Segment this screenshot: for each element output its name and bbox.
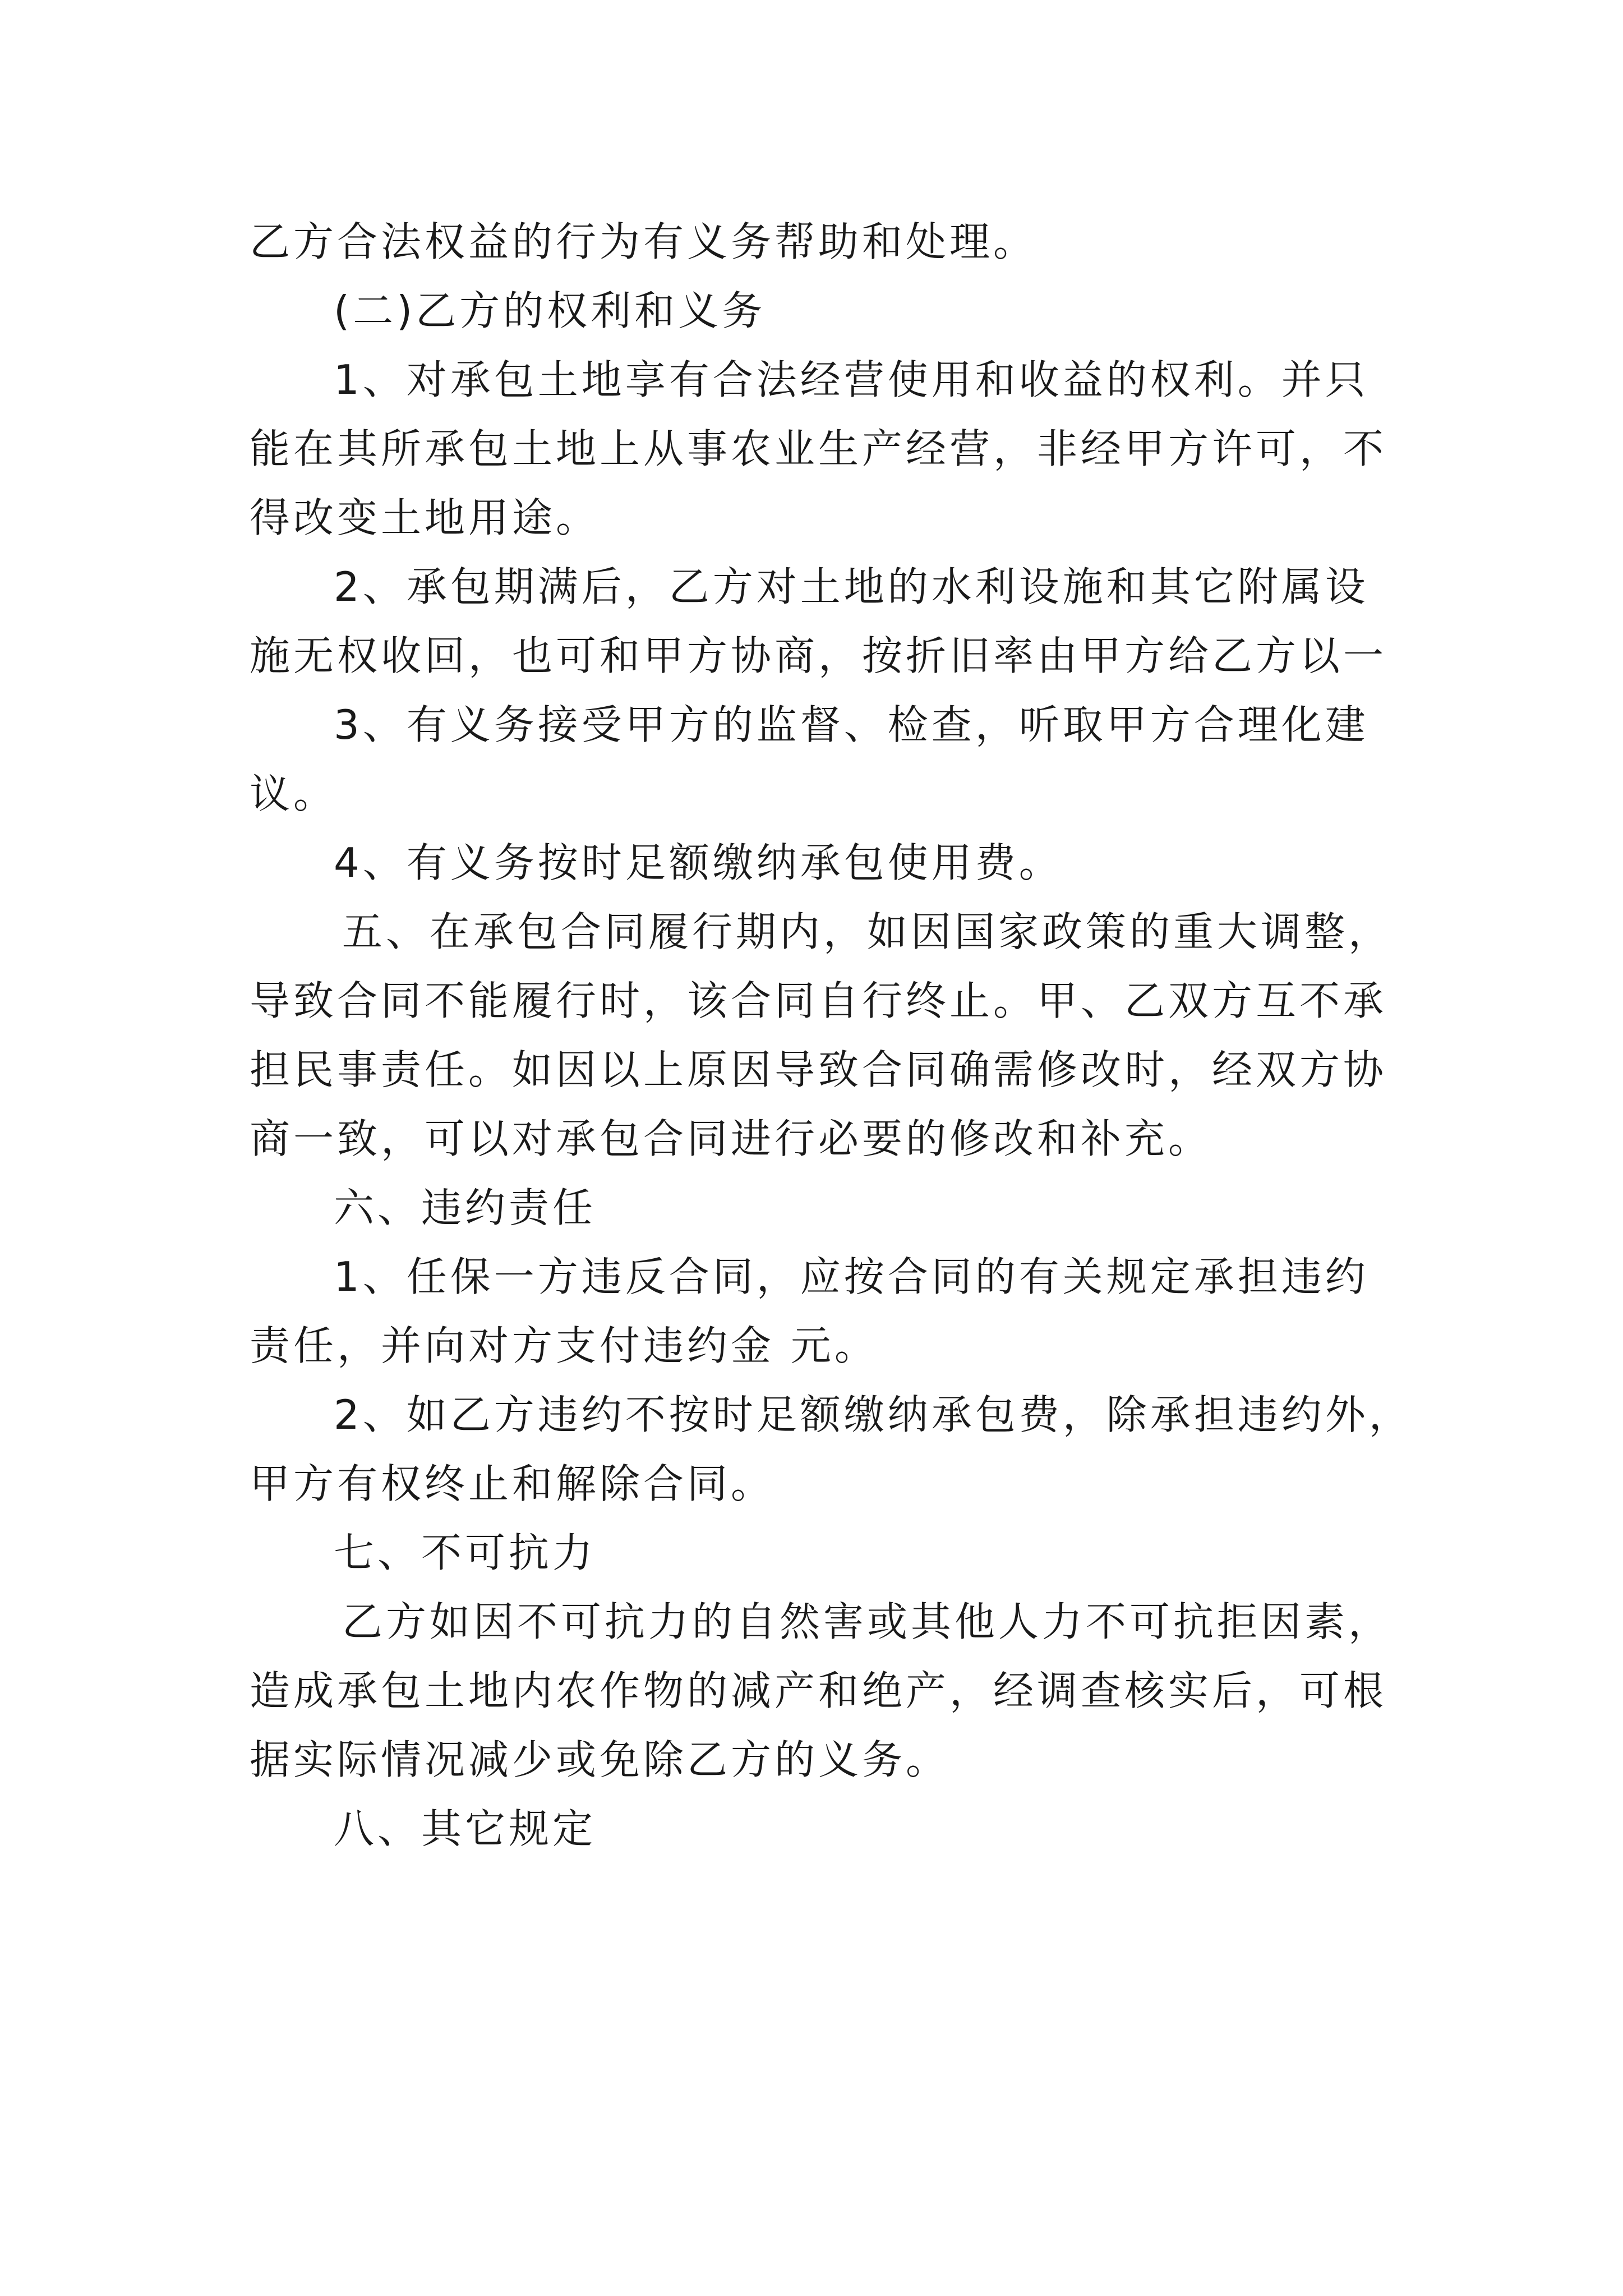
paragraph-line: 导致合同不能履行时，该合同自行终止。甲、乙双方互不承 [250,977,1387,1024]
paragraph-line: 4、有义务按时足额缴纳承包使用费。 [334,839,1063,886]
section-heading: 五、在承包合同履行期内，如因国家政策的重大调整， [342,908,1393,955]
paragraph-line: 责任，并向对方支付违约金 元。 [250,1322,878,1369]
section-heading: (二)乙方的权利和义务 [334,287,766,334]
paragraph-line: 2、承包期满后，乙方对土地的水利设施和其它附属设 [334,563,1369,610]
paragraph-line: 3、有义务接受甲方的监督、检查，听取甲方合理化建 [334,701,1369,748]
paragraph-line: 施无权收回，也可和甲方协商，按折旧率由甲方给乙方以一 [250,632,1387,679]
section-heading: 六、违约责任 [334,1184,597,1231]
paragraph-line: 1、对承包土地享有合法经营使用和收益的权利。并只 [334,356,1369,403]
section-heading: 八、其它规定 [334,1805,597,1852]
paragraph-line: 能在其所承包土地上从事农业生产经营，非经甲方许可，不 [250,425,1387,472]
paragraph-line: 乙方如因不可抗力的自然害或其他人力不可抗拒因素， [342,1598,1393,1645]
paragraph-line: 乙方合法权益的行为有义务帮助和处理。 [250,218,1038,265]
paragraph-line: 商一致，可以对承包合同进行必要的修改和补充。 [250,1115,1212,1162]
paragraph-line: 甲方有权终止和解除合同。 [250,1460,775,1507]
paragraph-line: 议。 [250,770,338,817]
paragraph-line: 据实际情况减少或免除乙方的义务。 [250,1736,950,1783]
section-heading: 七、不可抗力 [334,1529,597,1576]
paragraph-line: 1、任保一方违反合同，应按合同的有关规定承担违约 [334,1253,1369,1300]
paragraph-line: 2、如乙方违约不按时足额缴纳承包费，除承担违约外， [334,1391,1413,1438]
contract-body [250,208,1413,1864]
paragraph-line: 得改变土地用途。 [250,494,600,541]
paragraph-line: 造成承包土地内农作物的减产和绝产，经调查核实后，可根 [250,1667,1387,1714]
paragraph-line: 担民事责任。如因以上原因导致合同确需修改时，经双方协 [250,1046,1387,1093]
